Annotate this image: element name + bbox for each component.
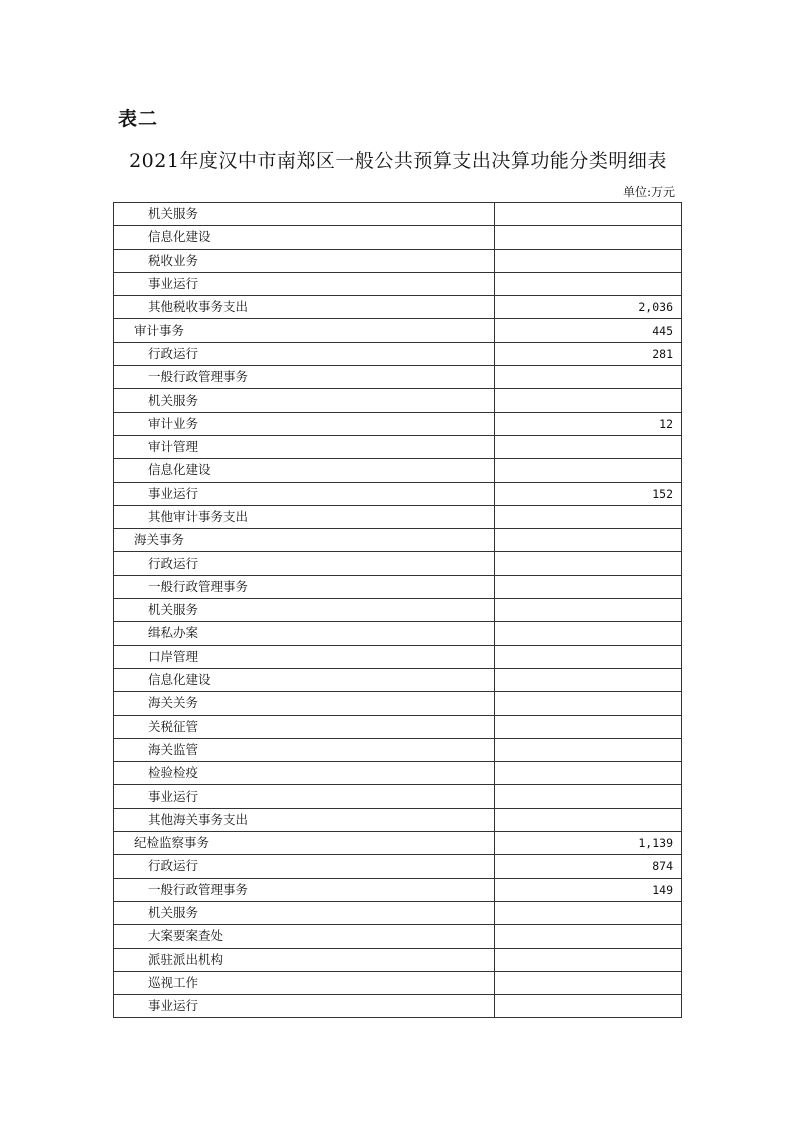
document-title: 2021年度汉中市南郑区一般公共预算支出决算功能分类明细表 [129, 150, 667, 172]
amount-cell: 281 [495, 342, 682, 365]
amount-cell [495, 948, 682, 971]
item-name-cell: 行政运行 [114, 342, 495, 365]
item-name-cell: 信息化建设 [114, 668, 495, 691]
item-name-cell: 事业运行 [114, 272, 495, 295]
amount-cell: 152 [495, 482, 682, 505]
table-row [114, 948, 682, 971]
amount-cell [495, 226, 682, 249]
unit-label: 单位:万元 [622, 185, 675, 199]
item-name-cell: 口岸管理 [114, 645, 495, 668]
amount-cell [495, 645, 682, 668]
table-row [114, 435, 682, 458]
item-name-cell: 其他海关事务支出 [114, 808, 495, 831]
amount-cell [495, 575, 682, 598]
item-name-cell: 缉私办案 [114, 622, 495, 645]
item-name-cell: 事业运行 [114, 785, 495, 808]
item-name-cell: 大案要案查处 [114, 925, 495, 948]
amount-cell: 12 [495, 412, 682, 435]
table-row [114, 971, 682, 994]
item-name-cell: 事业运行 [114, 995, 495, 1018]
table-row [114, 552, 682, 575]
item-name-cell: 检验检疫 [114, 762, 495, 785]
item-name-cell: 关税征管 [114, 715, 495, 738]
table-row [114, 738, 682, 761]
table-row [114, 995, 682, 1018]
table-row [114, 412, 682, 435]
item-name-cell: 一般行政管理事务 [114, 878, 495, 901]
amount-cell [495, 599, 682, 622]
table-row [114, 878, 682, 901]
amount-cell [495, 808, 682, 831]
table-row [114, 482, 682, 505]
table-row [114, 272, 682, 295]
item-name-cell: 巡视工作 [114, 971, 495, 994]
amount-cell [495, 459, 682, 482]
table-row [114, 575, 682, 598]
item-name-cell: 机关服务 [114, 203, 495, 226]
table-row [114, 901, 682, 924]
table-row [114, 668, 682, 691]
table-row [114, 599, 682, 622]
amount-cell [495, 552, 682, 575]
item-name-cell: 海关关务 [114, 692, 495, 715]
amount-cell [495, 435, 682, 458]
item-name-cell: 行政运行 [114, 552, 495, 575]
item-name-cell: 机关服务 [114, 599, 495, 622]
item-name-cell: 其他审计事务支出 [114, 505, 495, 528]
item-name-cell: 审计事务 [114, 319, 495, 342]
amount-cell [495, 692, 682, 715]
amount-cell [495, 901, 682, 924]
amount-cell [495, 366, 682, 389]
item-name-cell: 一般行政管理事务 [114, 575, 495, 598]
amount-cell: 874 [495, 855, 682, 878]
amount-cell [495, 272, 682, 295]
table-row [114, 366, 682, 389]
amount-cell [495, 622, 682, 645]
table-row [114, 296, 682, 319]
item-name-cell: 审计管理 [114, 435, 495, 458]
amount-cell [495, 203, 682, 226]
item-name-cell: 机关服务 [114, 901, 495, 924]
amount-cell [495, 738, 682, 761]
item-name-cell: 海关监管 [114, 738, 495, 761]
budget-table [113, 202, 682, 1018]
amount-cell: 2,036 [495, 296, 682, 319]
amount-cell [495, 971, 682, 994]
item-name-cell: 海关事务 [114, 529, 495, 552]
page-label: 表二 [118, 108, 159, 130]
table-row [114, 319, 682, 342]
table-row [114, 808, 682, 831]
item-name-cell: 信息化建设 [114, 459, 495, 482]
amount-cell: 149 [495, 878, 682, 901]
table-row [114, 459, 682, 482]
item-name-cell: 行政运行 [114, 855, 495, 878]
table-row [114, 389, 682, 412]
amount-cell [495, 505, 682, 528]
table-row [114, 249, 682, 272]
table-row [114, 529, 682, 552]
amount-cell [495, 785, 682, 808]
amount-cell [495, 249, 682, 272]
item-name-cell: 事业运行 [114, 482, 495, 505]
table-row [114, 855, 682, 878]
amount-cell: 445 [495, 319, 682, 342]
amount-cell [495, 529, 682, 552]
table-row [114, 203, 682, 226]
item-name-cell: 其他税收事务支出 [114, 296, 495, 319]
amount-cell: 1,139 [495, 832, 682, 855]
amount-cell [495, 995, 682, 1018]
amount-cell [495, 389, 682, 412]
item-name-cell: 税收业务 [114, 249, 495, 272]
item-name-cell: 派驻派出机构 [114, 948, 495, 971]
table-row [114, 505, 682, 528]
item-name-cell: 审计业务 [114, 412, 495, 435]
budget-table-body [114, 203, 682, 1018]
item-name-cell: 信息化建设 [114, 226, 495, 249]
table-row [114, 762, 682, 785]
item-name-cell: 纪检监察事务 [114, 832, 495, 855]
table-row [114, 226, 682, 249]
item-name-cell: 一般行政管理事务 [114, 366, 495, 389]
item-name-cell: 机关服务 [114, 389, 495, 412]
table-row [114, 645, 682, 668]
amount-cell [495, 715, 682, 738]
amount-cell [495, 762, 682, 785]
table-row [114, 832, 682, 855]
table-row [114, 692, 682, 715]
amount-cell [495, 668, 682, 691]
table-row [114, 925, 682, 948]
amount-cell [495, 925, 682, 948]
table-row [114, 342, 682, 365]
table-row [114, 622, 682, 645]
table-row [114, 785, 682, 808]
table-row [114, 715, 682, 738]
